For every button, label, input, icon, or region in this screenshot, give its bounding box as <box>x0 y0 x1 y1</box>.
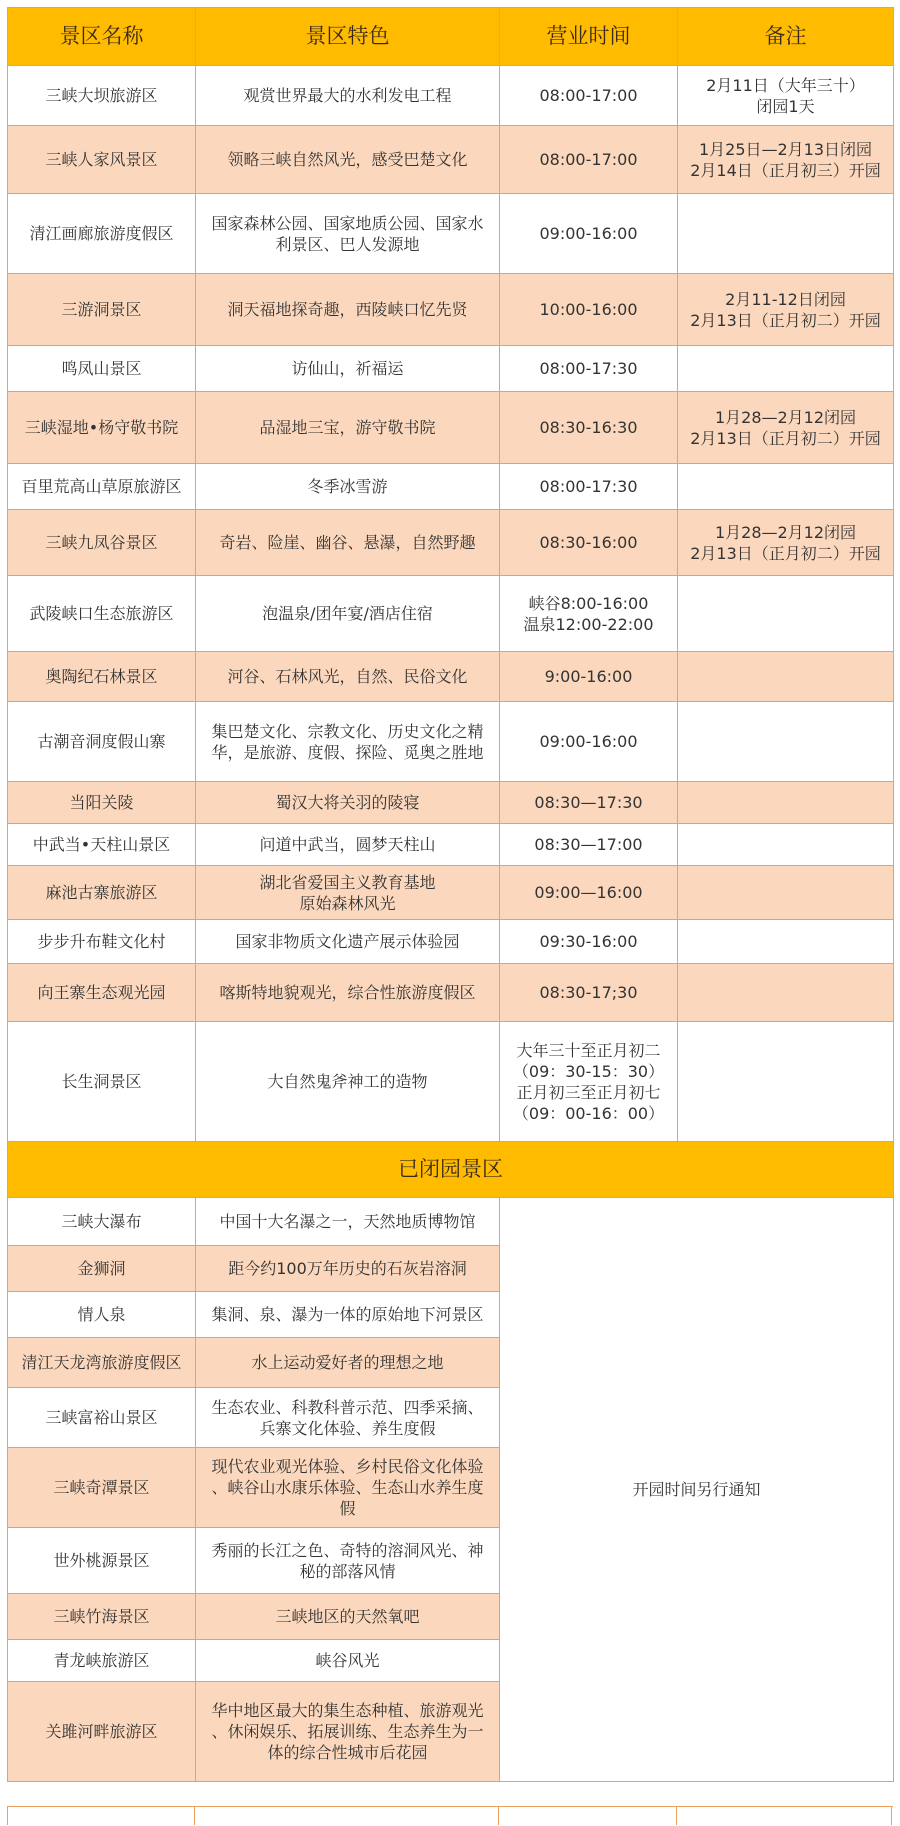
scenic-feature: 问道中武当，圆梦天柱山 <box>196 824 500 866</box>
remark: 1月28—2月12闭园 2月13日（正月初二）开园 <box>678 392 894 464</box>
scenic-name: 武陵峡口生态旅游区 <box>8 576 196 652</box>
table-row <box>8 392 894 464</box>
remark: 2月11-12日闭园 2月13日（正月初二）开园 <box>678 274 894 346</box>
scenic-name: 三峡大坝旅游区 <box>8 66 196 126</box>
scenic-feature: 泡温泉/团年宴/酒店住宿 <box>196 576 500 652</box>
closed-section-title: 已闭园景区 <box>8 1142 894 1198</box>
table-row <box>8 346 894 392</box>
closed-scenic-name: 关雎河畔旅游区 <box>8 1682 196 1782</box>
table-row <box>8 866 894 920</box>
closed-scenic-feature: 生态农业、科教科普示范、四季采摘、 兵寨文化体验、养生度假 <box>196 1388 500 1448</box>
header-note: 备注 <box>678 8 894 66</box>
closed-scenic-name: 清江天龙湾旅游度假区 <box>8 1338 196 1388</box>
table-row <box>8 274 894 346</box>
scenic-name: 百里荒高山草原旅游区 <box>8 464 196 510</box>
remark <box>678 964 894 1022</box>
closed-scenic-name: 三峡奇潭景区 <box>8 1448 196 1528</box>
scenic-name: 奥陶纪石林景区 <box>8 652 196 702</box>
scenic-feature: 访仙山，祈福运 <box>196 346 500 392</box>
closed-scenic-feature: 水上运动爱好者的理想之地 <box>196 1338 500 1388</box>
scenic-feature: 河谷、石林风光，自然、民俗文化 <box>196 652 500 702</box>
scenic-feature: 湖北省爱国主义教育基地 原始森林风光 <box>196 866 500 920</box>
closed-scenic-feature: 三峡地区的天然氧吧 <box>196 1594 500 1640</box>
table-row <box>8 824 894 866</box>
opening-hours: 08:30-16:30 <box>500 392 678 464</box>
scenic-name: 中武当•天柱山景区 <box>8 824 196 866</box>
scenic-feature: 观赏世界最大的水利发电工程 <box>196 66 500 126</box>
remark <box>678 346 894 392</box>
opening-hours: 大年三十至正月初二 （09：30-15：30） 正月初三至正月初七 （09：00-16：00） <box>500 1022 678 1142</box>
scenic-feature: 喀斯特地貌观光，综合性旅游度假区 <box>196 964 500 1022</box>
scenic-name: 麻池古寨旅游区 <box>8 866 196 920</box>
opening-hours: 08:00-17:00 <box>500 66 678 126</box>
table-row <box>8 782 894 824</box>
remark <box>678 1022 894 1142</box>
closed-scenic-name: 金狮洞 <box>8 1246 196 1292</box>
scenic-feature: 大自然鬼斧神工的造物 <box>196 1022 500 1142</box>
scenic-name: 当阳关陵 <box>8 782 196 824</box>
table-row <box>8 464 894 510</box>
table-row <box>8 1022 894 1142</box>
opening-hours: 08:30—17:00 <box>500 824 678 866</box>
opening-hours: 09:00-16:00 <box>500 194 678 274</box>
closed-scenic-feature: 中国十大名瀑之一，天然地质博物馆 <box>196 1198 500 1246</box>
scenic-feature: 国家森林公园、国家地质公园、国家水 利景区、巴人发源地 <box>196 194 500 274</box>
opening-hours: 08:30-16:00 <box>500 510 678 576</box>
table-row <box>8 66 894 126</box>
scenic-feature: 蜀汉大将关羽的陵寝 <box>196 782 500 824</box>
opening-hours: 08:30-17;30 <box>500 964 678 1022</box>
scenic-feature: 集巴楚文化、宗教文化、历史文化之精 华，是旅游、度假、探险、觅奥之胜地 <box>196 702 500 782</box>
scenic-name: 清江画廊旅游度假区 <box>8 194 196 274</box>
scenic-feature: 领略三峡自然风光，感受巴楚文化 <box>196 126 500 194</box>
scenic-feature: 冬季冰雪游 <box>196 464 500 510</box>
table-row <box>8 964 894 1022</box>
opening-hours: 08:00-17:00 <box>500 126 678 194</box>
scenic-name: 三峡湿地•杨守敬书院 <box>8 392 196 464</box>
opening-hours: 10:00-16:00 <box>500 274 678 346</box>
scenic-name: 三峡九凤谷景区 <box>8 510 196 576</box>
closed-section-header <box>8 1142 894 1198</box>
reopen-notice: 开园时间另行通知 <box>500 1198 894 1782</box>
closed-scenic-feature: 华中地区最大的集生态种植、旅游观光 、休闲娱乐、拓展训练、生态养生为一 体的综合性城市后花园 <box>196 1682 500 1782</box>
opening-hours: 9:00-16:00 <box>500 652 678 702</box>
closed-scenic-name: 三峡竹海景区 <box>8 1594 196 1640</box>
header-hours: 营业时间 <box>500 8 678 66</box>
opening-hours: 08:00-17:30 <box>500 346 678 392</box>
scenic-name: 三峡人家风景区 <box>8 126 196 194</box>
table-row <box>8 920 894 964</box>
remark: 1月28—2月12闭园 2月13日（正月初二）开园 <box>678 510 894 576</box>
closed-scenic-name: 三峡富裕山景区 <box>8 1388 196 1448</box>
scenic-name: 三游洞景区 <box>8 274 196 346</box>
scenic-name: 古潮音洞度假山寨 <box>8 702 196 782</box>
opening-hours: 09:30-16:00 <box>500 920 678 964</box>
remark: 2月11日（大年三十） 闭园1天 <box>678 66 894 126</box>
closed-scenic-feature: 集洞、泉、瀑为一体的原始地下河景区 <box>196 1292 500 1338</box>
opening-hours: 09:00-16:00 <box>500 702 678 782</box>
scenic-name: 向王寨生态观光园 <box>8 964 196 1022</box>
table-row <box>8 194 894 274</box>
scenic-name: 长生洞景区 <box>8 1022 196 1142</box>
table-row <box>8 702 894 782</box>
remark <box>678 866 894 920</box>
table-row <box>8 126 894 194</box>
closed-scenic-name: 情人泉 <box>8 1292 196 1338</box>
opening-hours: 09:00—16:00 <box>500 866 678 920</box>
opening-hours: 峡谷8:00-16:00 温泉12:00-22:00 <box>500 576 678 652</box>
header-feature: 景区特色 <box>196 8 500 66</box>
closed-scenic-name: 三峡大瀑布 <box>8 1198 196 1246</box>
remark <box>678 824 894 866</box>
scenic-area-table <box>7 7 894 1782</box>
remark <box>678 920 894 964</box>
scenic-feature: 品湿地三宝，游守敬书院 <box>196 392 500 464</box>
remark: 1月25日—2月13日闭园 2月14日（正月初三）开园 <box>678 126 894 194</box>
remark <box>678 464 894 510</box>
remark <box>678 194 894 274</box>
closed-scenic-feature: 秀丽的长江之色、奇特的溶洞风光、神 秘的部落风情 <box>196 1528 500 1594</box>
remark <box>678 576 894 652</box>
remark <box>678 652 894 702</box>
closed-scenic-name: 世外桃源景区 <box>8 1528 196 1594</box>
opening-hours: 08:00-17:30 <box>500 464 678 510</box>
scenic-feature: 国家非物质文化遗产展示体验园 <box>196 920 500 964</box>
scenic-feature: 奇岩、险崖、幽谷、悬瀑，自然野趣 <box>196 510 500 576</box>
scenic-feature: 洞天福地探奇趣，西陵峡口忆先贤 <box>196 274 500 346</box>
table-row <box>8 510 894 576</box>
header-name: 景区名称 <box>8 8 196 66</box>
closed-scenic-feature: 距今约100万年历史的石灰岩溶洞 <box>196 1246 500 1292</box>
scenic-name: 鸣凤山景区 <box>8 346 196 392</box>
table-row <box>8 576 894 652</box>
opening-hours: 08:30—17:30 <box>500 782 678 824</box>
table-row <box>8 652 894 702</box>
scenic-name: 步步升布鞋文化村 <box>8 920 196 964</box>
closed-scenic-feature: 峡谷风光 <box>196 1640 500 1682</box>
closed-scenic-feature: 现代农业观光体验、乡村民俗文化体验 、峡谷山水康乐体验、生态山水养生度 假 <box>196 1448 500 1528</box>
remark <box>678 782 894 824</box>
table-bottom-strip <box>7 1806 893 1825</box>
closed-scenic-name: 青龙峡旅游区 <box>8 1640 196 1682</box>
table-row <box>8 1198 894 1246</box>
remark <box>678 702 894 782</box>
